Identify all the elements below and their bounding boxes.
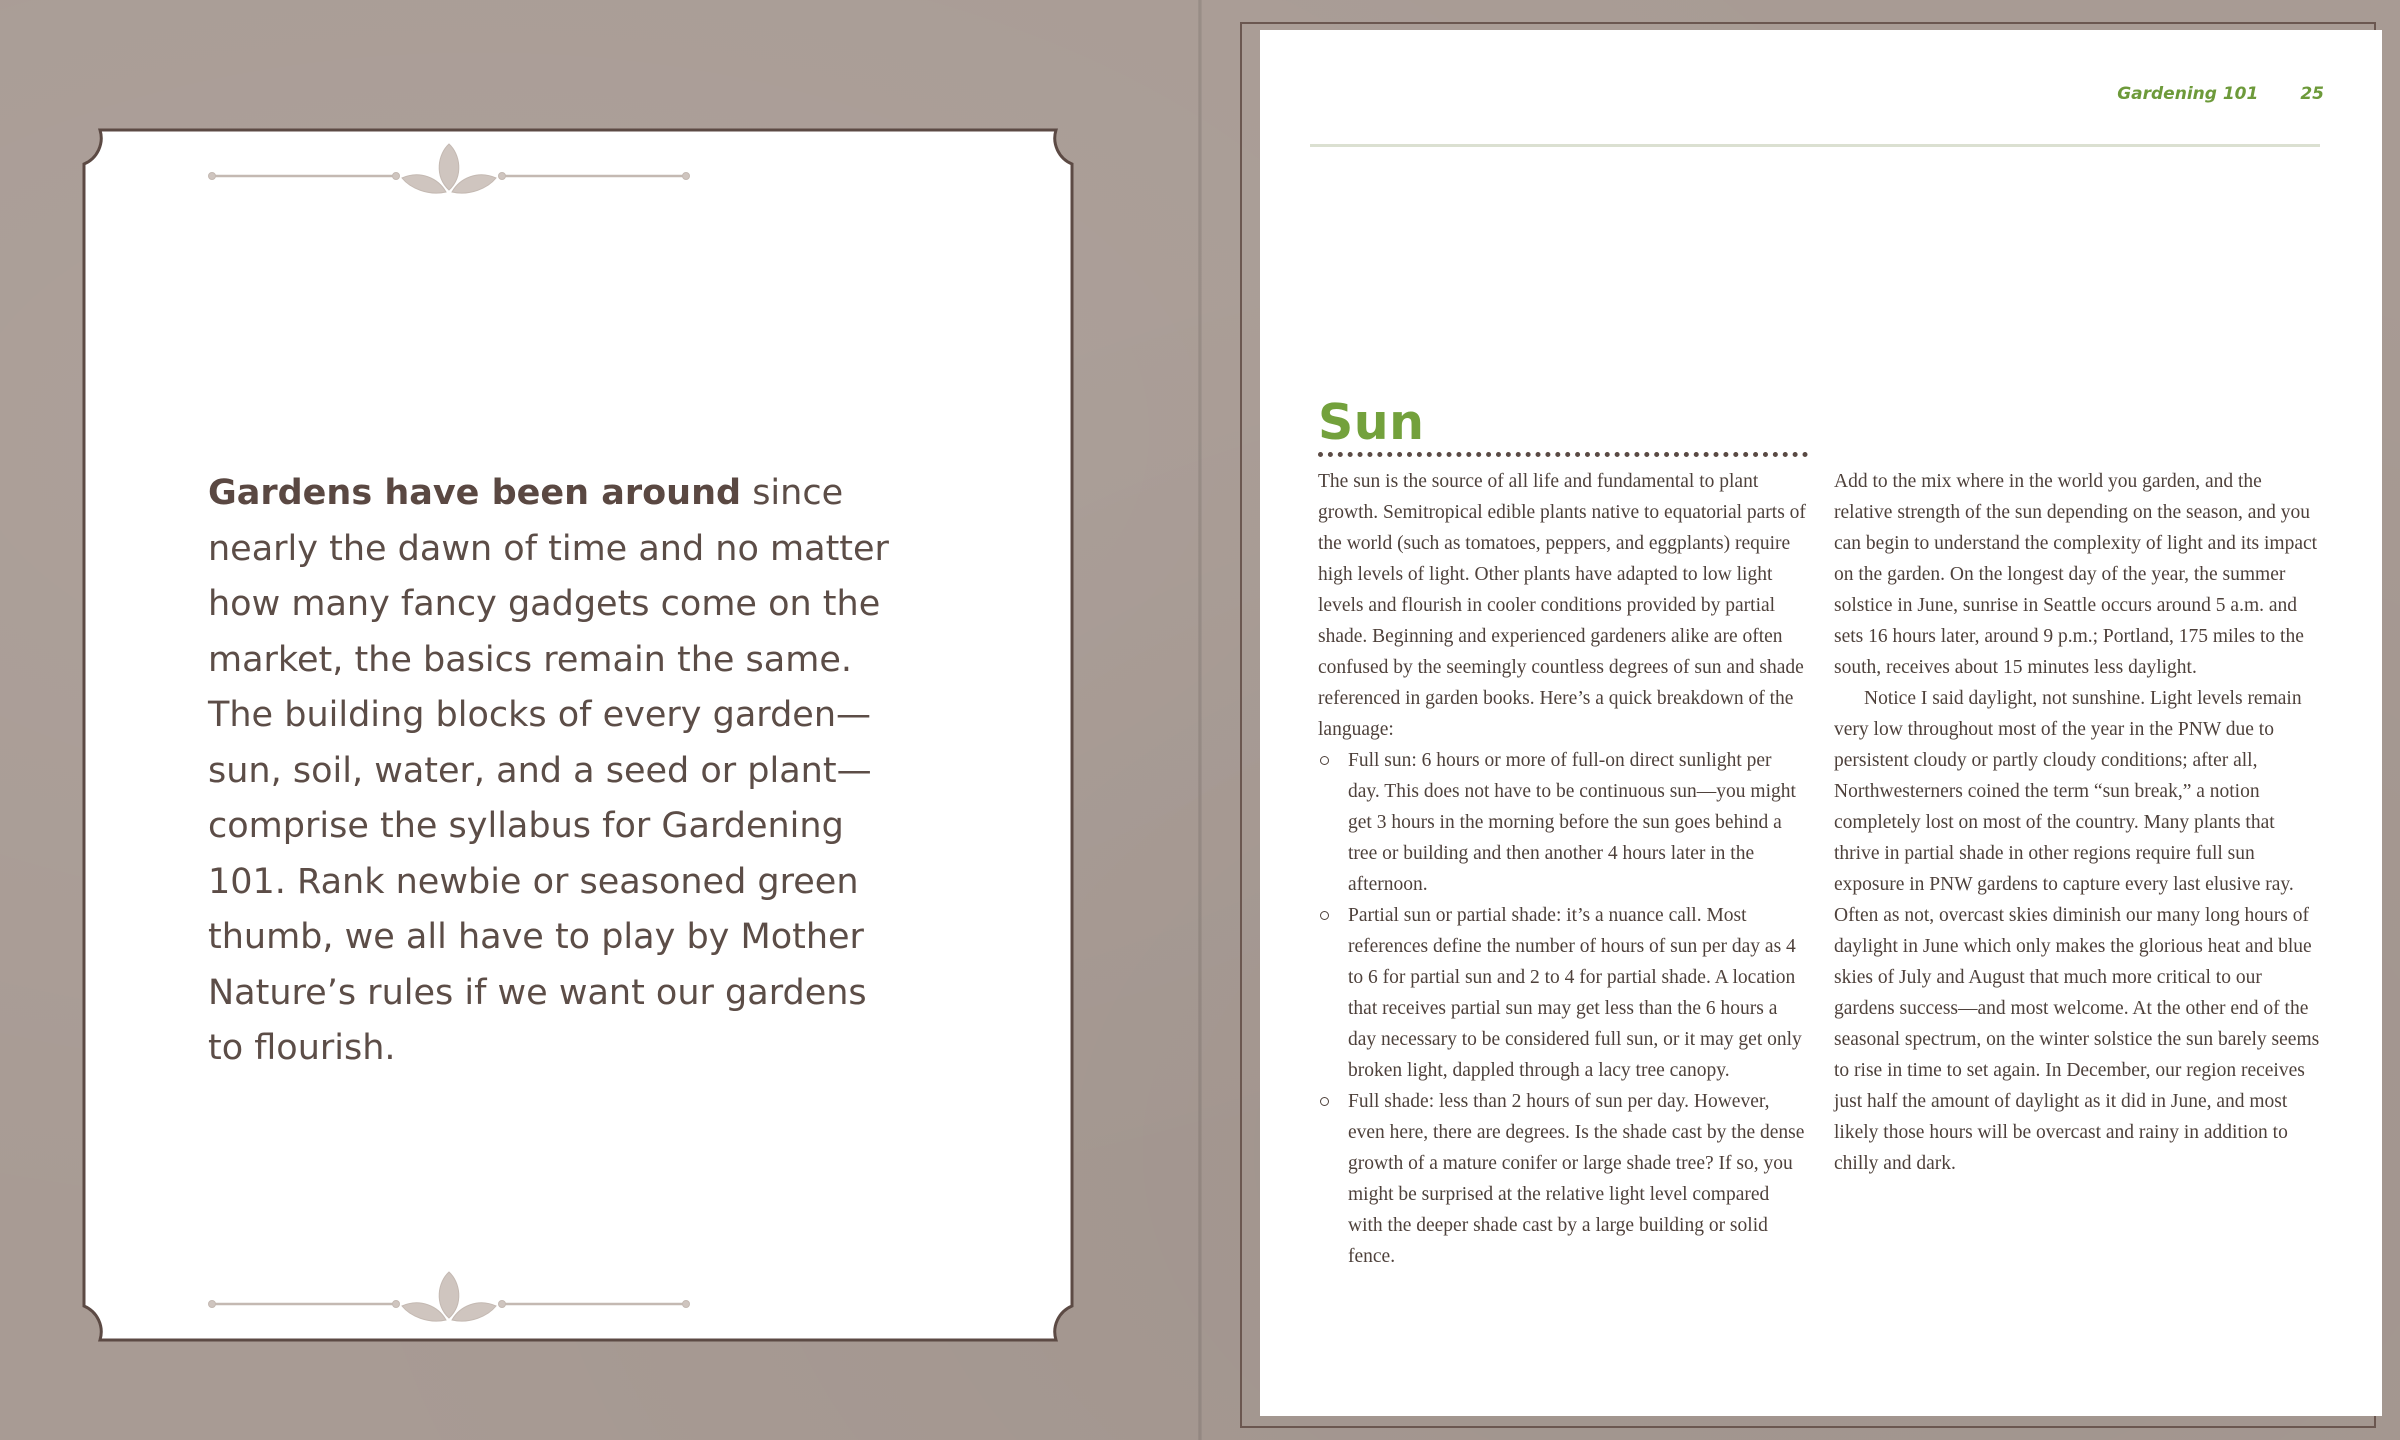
- section-title: Sun: [1318, 394, 1425, 451]
- intro-lead: Gardens have been around: [208, 473, 742, 513]
- running-head: [2117, 84, 2324, 104]
- top-ornament: [206, 140, 950, 208]
- list-item: Full shade: less than 2 hours of sun per day. However, even here, there are degrees. Is the shade cast by the dense growth of a mature conifer or large shade tree? If so, you might be surprised at the relative light level compared with the deeper shade cast by a large building or solid fence.: [1318, 1086, 1808, 1272]
- title-dotted-rule: [1318, 452, 1808, 457]
- left-page-card: [72, 118, 1084, 1352]
- sun-levels-list: [1318, 745, 1808, 1272]
- list-item: Full sun: 6 hours or more of full-on direct sunlight per day. This does not have to be continuous sun—you might get 3 hours in the morning before the sun goes behind a tree or building and then another 4 hours later in the afternoon.: [1318, 745, 1808, 900]
- right-page: [1260, 30, 2382, 1416]
- list-item: Partial sun or partial shade: it’s a nuance call. Most references define the number of hours of sun per day as 4 to 6 for partial sun and 2 to 4 for partial shade. A location that receives partial sun may get less than the 6 hours a day necessary to be considered full sun, or it may get only broken light, dappled through a lacy tree canopy.: [1318, 900, 1808, 1086]
- book-gutter: [1198, 0, 1202, 1440]
- running-head-chapter: Gardening 101: [2117, 84, 2259, 104]
- text-column-1: [1318, 466, 1808, 1272]
- leaf-ornament-icon: [209, 1272, 690, 1321]
- page-number: 25: [2300, 84, 2324, 104]
- text-column-2: [1834, 466, 2324, 1179]
- intro-paragraph: [208, 466, 908, 1077]
- leaf-ornament-icon: [209, 144, 690, 193]
- body-paragraph: Add to the mix where in the world you garden, and the relative strength of the sun depending on the season, and you can begin to understand the complexity of light and its impact on the garden. On the longest day of the year, the summer solstice in June, sunrise in Seattle occurs around 5 a.m. and sets 16 hours later, around 9 p.m.; Portland, 175 miles to the south, receives about 15 minutes less daylight.: [1834, 471, 2318, 678]
- bottom-ornament: [206, 1268, 950, 1336]
- sun-intro-paragraph: The sun is the source of all life and fundamental to plant growth. Semitropical edible plants native to equatorial parts of the world (such as tomatoes, peppers, and eggplants) require high levels of light. Other plants have adapted to low light levels and flourish in cooler conditions provided by partial shade. Beginning and experienced gardeners alike are often confused by the seemingly countless degrees of sun and shade referenced in garden books. Here’s a quick breakdown of the language:: [1318, 471, 1806, 740]
- header-rule: [1310, 144, 2320, 147]
- body-paragraph: Notice I said daylight, not sunshine. Light levels remain very low throughout most of the year in the PNW due to persistent cloudy or partly cloudy conditions; after all, Northwesterners coined the term “sun break,” a notion completely lost on most of the country. Many plants that thrive in partial shade in other regions require full sun exposure in PNW gardens to capture every last elusive ray. Often as not, overcast skies diminish our many long hours of daylight in June which only makes the glorious heat and blue skies of July and August that much more critical to our gardens success—and most welcome. At the other end of the seasonal spectrum, on the winter solstice the sun barely seems to rise in time to set again. In December, our region receives just half the amount of daylight as it did in June, and most likely those hours will be overcast and rainy in addition to chilly and dark.: [1834, 688, 2320, 1174]
- intro-text: since nearly the dawn of time and no matter how many fancy gadgets come on the market, the basics remain the same. The building blocks of every garden—sun, soil, water, and a seed or plant—comprise the syllabus for Gardening 101. Rank newbie or seasoned green thumb, we all have to play by Mother Nature’s rules if we want our gardens to flourish.: [208, 473, 889, 1068]
